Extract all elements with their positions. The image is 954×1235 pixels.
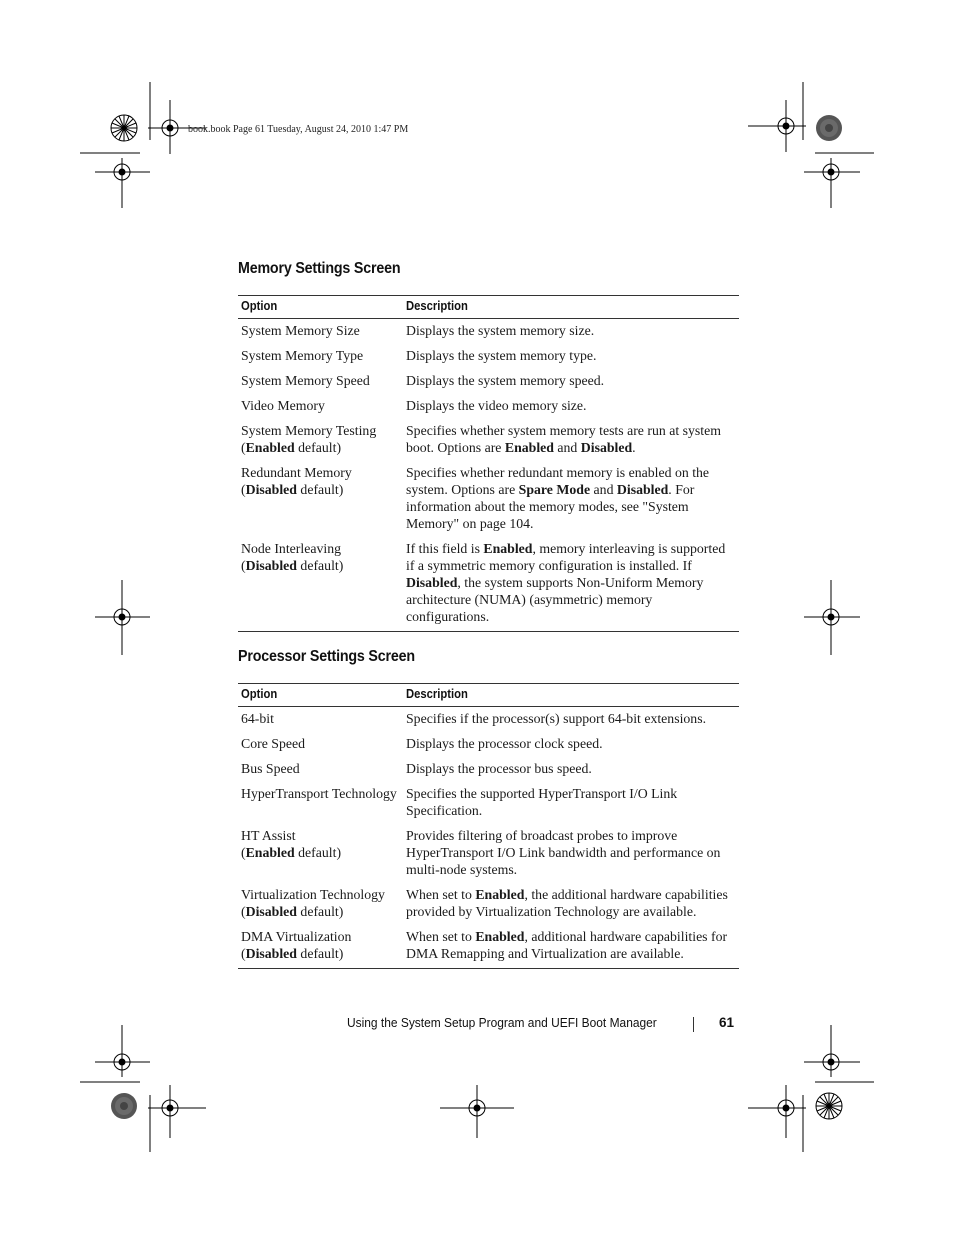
crosshair-target bbox=[804, 1025, 860, 1077]
crosshair-target bbox=[804, 580, 860, 655]
option-name: System Memory Type bbox=[241, 348, 364, 363]
table-row bbox=[238, 344, 739, 369]
gray-target bbox=[111, 1093, 137, 1119]
option-cell bbox=[238, 824, 403, 883]
table-row bbox=[238, 824, 739, 883]
option-name: System Memory Size bbox=[241, 323, 360, 338]
print-slug: book.book Page 61 Tuesday, August 24, 2010 1:47 PM bbox=[188, 124, 409, 135]
running-footer bbox=[347, 1015, 684, 1030]
description-cell: Specifies the supported HyperTransport I/O Link Specification. bbox=[406, 786, 678, 818]
option-name: System Memory Testing bbox=[241, 423, 377, 438]
chapter-title: Using the System Setup Program and UEFI Boot Manager bbox=[347, 1015, 657, 1030]
option-name: Video Memory bbox=[241, 398, 325, 413]
section-heading: Processor Settings Screen bbox=[238, 648, 415, 665]
column-header-description: Description bbox=[403, 296, 739, 319]
option-cell bbox=[238, 419, 403, 461]
memory-table-body bbox=[238, 319, 739, 632]
description-cell: Displays the processor clock speed. bbox=[406, 736, 603, 751]
column-header-description: Description bbox=[403, 684, 739, 707]
crosshair-target bbox=[95, 1025, 150, 1077]
crosshair-target bbox=[440, 1085, 514, 1138]
option-name: Bus Speed bbox=[241, 761, 300, 776]
option-default: (Enabled default) bbox=[241, 440, 342, 455]
crosshair-target bbox=[804, 158, 860, 208]
option-name: Virtualization Technology bbox=[241, 887, 385, 902]
table-row bbox=[238, 925, 739, 969]
table-row bbox=[238, 319, 739, 345]
description-cell: Displays the processor bus speed. bbox=[406, 761, 592, 776]
table-row bbox=[238, 369, 739, 394]
description-cell: Displays the system memory type. bbox=[406, 348, 597, 363]
option-cell bbox=[238, 394, 403, 419]
table-row bbox=[238, 732, 739, 757]
memory-settings-table bbox=[238, 295, 739, 632]
description-cell: Provides filtering of broadcast probes to improve HyperTransport I/O Link bandwidth and performance on multi-node systems. bbox=[406, 828, 721, 877]
option-name: Core Speed bbox=[241, 736, 305, 751]
description-cell: When set to Enabled, additional hardware capabilities for DMA Remapping and Virtualization are available. bbox=[403, 925, 739, 969]
description-cell: When set to Enabled, the additional hardware capabilities provided by Virtualization Technology are available. bbox=[406, 887, 728, 919]
gray-target bbox=[816, 115, 842, 141]
option-cell bbox=[238, 319, 403, 345]
option-cell bbox=[238, 344, 403, 369]
option-cell bbox=[238, 732, 403, 757]
processor-settings-section bbox=[238, 648, 739, 969]
column-header-option: Option bbox=[238, 296, 403, 319]
crosshair-target bbox=[95, 580, 150, 655]
memory-settings-section bbox=[238, 260, 739, 632]
option-cell bbox=[238, 757, 403, 782]
option-name: Node Interleaving bbox=[241, 541, 341, 556]
description-cell: Specifies if the processor(s) support 64-bit extensions. bbox=[406, 711, 707, 726]
option-cell bbox=[238, 369, 403, 394]
table-header-row bbox=[238, 296, 739, 319]
table-row bbox=[238, 883, 739, 925]
processor-table-body bbox=[238, 707, 739, 969]
footer-divider bbox=[693, 1017, 694, 1032]
crosshair-target bbox=[95, 158, 150, 208]
description-cell: Displays the system memory speed. bbox=[406, 373, 605, 388]
option-cell bbox=[238, 707, 403, 733]
option-cell bbox=[238, 461, 403, 537]
option-cell bbox=[238, 537, 403, 632]
option-name: HT Assist bbox=[241, 828, 296, 843]
option-name: 64-bit bbox=[241, 711, 274, 726]
star-target bbox=[816, 1093, 842, 1119]
option-default: (Disabled default) bbox=[241, 558, 344, 573]
option-default: (Disabled default) bbox=[241, 904, 344, 919]
table-row bbox=[238, 782, 739, 824]
crosshair-target bbox=[748, 100, 806, 152]
option-cell bbox=[238, 925, 403, 969]
page-number: 61 bbox=[719, 1015, 735, 1030]
table-header-row bbox=[238, 684, 739, 707]
table-row bbox=[238, 419, 739, 461]
option-name: HyperTransport Technology bbox=[241, 786, 397, 801]
table-row bbox=[238, 707, 739, 733]
option-cell bbox=[238, 883, 403, 925]
star-target bbox=[111, 115, 137, 141]
option-default: (Enabled default) bbox=[241, 845, 342, 860]
option-default: (Disabled default) bbox=[241, 482, 344, 497]
table-row bbox=[238, 394, 739, 419]
description-cell: Specifies whether system memory tests are run at system boot. Options are Enabled and Disabled. bbox=[406, 423, 721, 455]
option-name: DMA Virtualization bbox=[241, 929, 352, 944]
option-name: Redundant Memory bbox=[241, 465, 352, 480]
description-cell: Displays the system memory size. bbox=[406, 323, 595, 338]
option-cell bbox=[238, 782, 403, 824]
description-cell: Specifies whether redundant memory is enabled on the system. Options are Spare Mode and Disabled. For information about the memory modes, see "System Memory" on page 104. bbox=[406, 465, 710, 531]
section-heading: Memory Settings Screen bbox=[238, 260, 401, 277]
description-cell: Displays the video memory size. bbox=[406, 398, 587, 413]
column-header-option: Option bbox=[238, 684, 403, 707]
option-name: System Memory Speed bbox=[241, 373, 370, 388]
table-row bbox=[238, 461, 739, 537]
description-cell: If this field is Enabled, memory interleaving is supported if a symmetric memory configuration is installed. If Disabled, the system supports Non-Uniform Memory architecture (NUMA) (asymmetric) memory configurations. bbox=[403, 537, 739, 632]
crosshair-target bbox=[748, 1085, 806, 1138]
crosshair-target bbox=[148, 1085, 206, 1138]
table-row bbox=[238, 537, 739, 632]
option-default: (Disabled default) bbox=[241, 946, 344, 961]
table-row bbox=[238, 757, 739, 782]
processor-settings-table bbox=[238, 683, 739, 969]
